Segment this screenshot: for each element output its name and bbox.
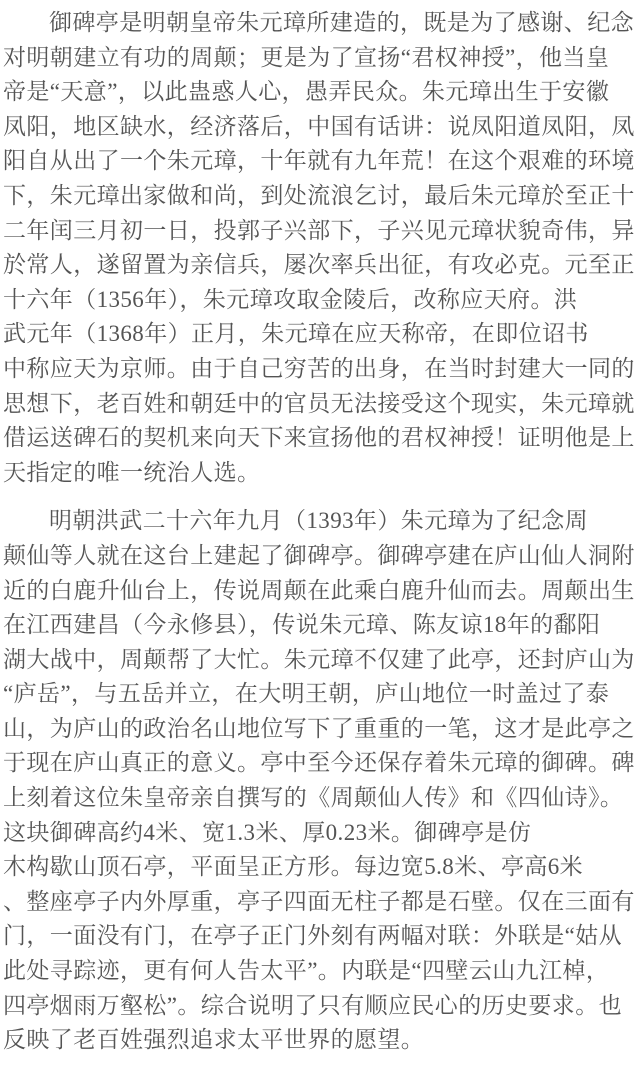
text-line: 借运送碑石的契机来向天下来宣扬他的君权神授！证明他是上	[3, 425, 635, 451]
text-line: 上刻着这位朱皇帝亲自撰写的《周颠仙人传》和《四仙诗》。	[3, 785, 624, 811]
text-line: 这块御碑高约4米、宽1.3米、厚0.23米。御碑亭是仿	[3, 819, 532, 845]
text-line: 湖大战中，周颠帮了大忙。朱元璋不仅建了此亭，还封庐山为	[3, 646, 635, 672]
text-line: 凤阳，地区缺水，经济落后，中国有话讲：说凤阳道凤阳，凤	[3, 113, 635, 139]
paragraph-zhu-yuanzhang-background	[3, 6, 637, 490]
text-line: 於常人，遂留置为亲信兵，屡次率兵出征，有攻必克。元至正	[3, 252, 635, 278]
text-line: 颠仙等人就在这台上建起了御碑亭。御碑亭建在庐山仙人洞附	[3, 542, 635, 568]
text-line: 门，一面没有门，在亭子正门外刻有两幅对联：外联是“姑从	[3, 923, 623, 949]
text-line: 四亭烟雨万壑松”。综合说明了只有顺应民心的历史要求。也	[3, 992, 623, 1018]
text-line: 御碑亭是明朝皇帝朱元璋所建造的，既是为了感谢、纪念	[49, 10, 634, 35]
text-line: 帝是“天意”，以此蛊惑人心，愚弄民众。朱元璋出生于安徽	[3, 79, 610, 105]
text-line: 思想下，老百姓和朝廷中的官员无法接受这个现实，朱元璋就	[3, 390, 635, 416]
text-line: “庐岳”，与五岳并立，在大明王朝，庐山地位一时盖过了泰	[3, 681, 610, 707]
text-line: 下，朱元璋出家做和尚，到处流浪乞讨，最后朱元璋於至正十	[3, 182, 635, 208]
text-line: 武元年（1368年）正月，朱元璋在应天称帝，在即位诏书	[3, 321, 589, 347]
text-line: 于现在庐山真正的意义。亭中至今还保存着朱元璋的御碑。碑	[3, 750, 635, 776]
text-line: 十六年（1356年），朱元璋攻取金陵后，改称应天府。洪	[3, 286, 578, 312]
text-line: 天指定的唯一统治人选。	[3, 459, 261, 485]
text-line: 近的白鹿升仙台上，传说周颠在此乘白鹿升仙而去。周颠出生	[3, 577, 635, 603]
paragraph-imperial-stele-pavilion	[3, 504, 637, 1058]
text-line: 、整座亭子内外厚重，亭子四面无柱子都是石壁。仅在三面有	[3, 888, 635, 914]
text-line: 对明朝建立有功的周颠；更是为了宣扬“君权神授”，他当皇	[3, 44, 610, 70]
text-line: 中称应天为京师。由于自己穷苦的出身，在当时封建大一同的	[3, 355, 635, 381]
text-line: 此处寻踪迹，更有何人告太平”。内联是“四壁云山九江棹，	[3, 958, 610, 984]
text-line: 木构歇山顶石亭，平面呈正方形。每边宽5.8米、亭高6米	[3, 854, 584, 880]
text-line: 山，为庐山的政治名山地位写下了重重的一笔，这才是此亭之	[3, 715, 635, 741]
text-line: 反映了老百姓强烈追求太平世界的愿望。	[3, 1027, 425, 1053]
text-line: 明朝洪武二十六年九月（1393年）朱元璋为了纪念周	[49, 508, 588, 534]
text-line: 在江西建昌（今永修县），传说朱元璋、陈友谅18年的鄱阳	[3, 612, 601, 638]
text-line: 二年闰三月初一日，投郭子兴部下，子兴见元璋状貌奇伟，异	[3, 217, 635, 243]
text-line: 阳自从出了一个朱元璋，十年就有九年荒！在这个艰难的环境	[3, 148, 635, 174]
